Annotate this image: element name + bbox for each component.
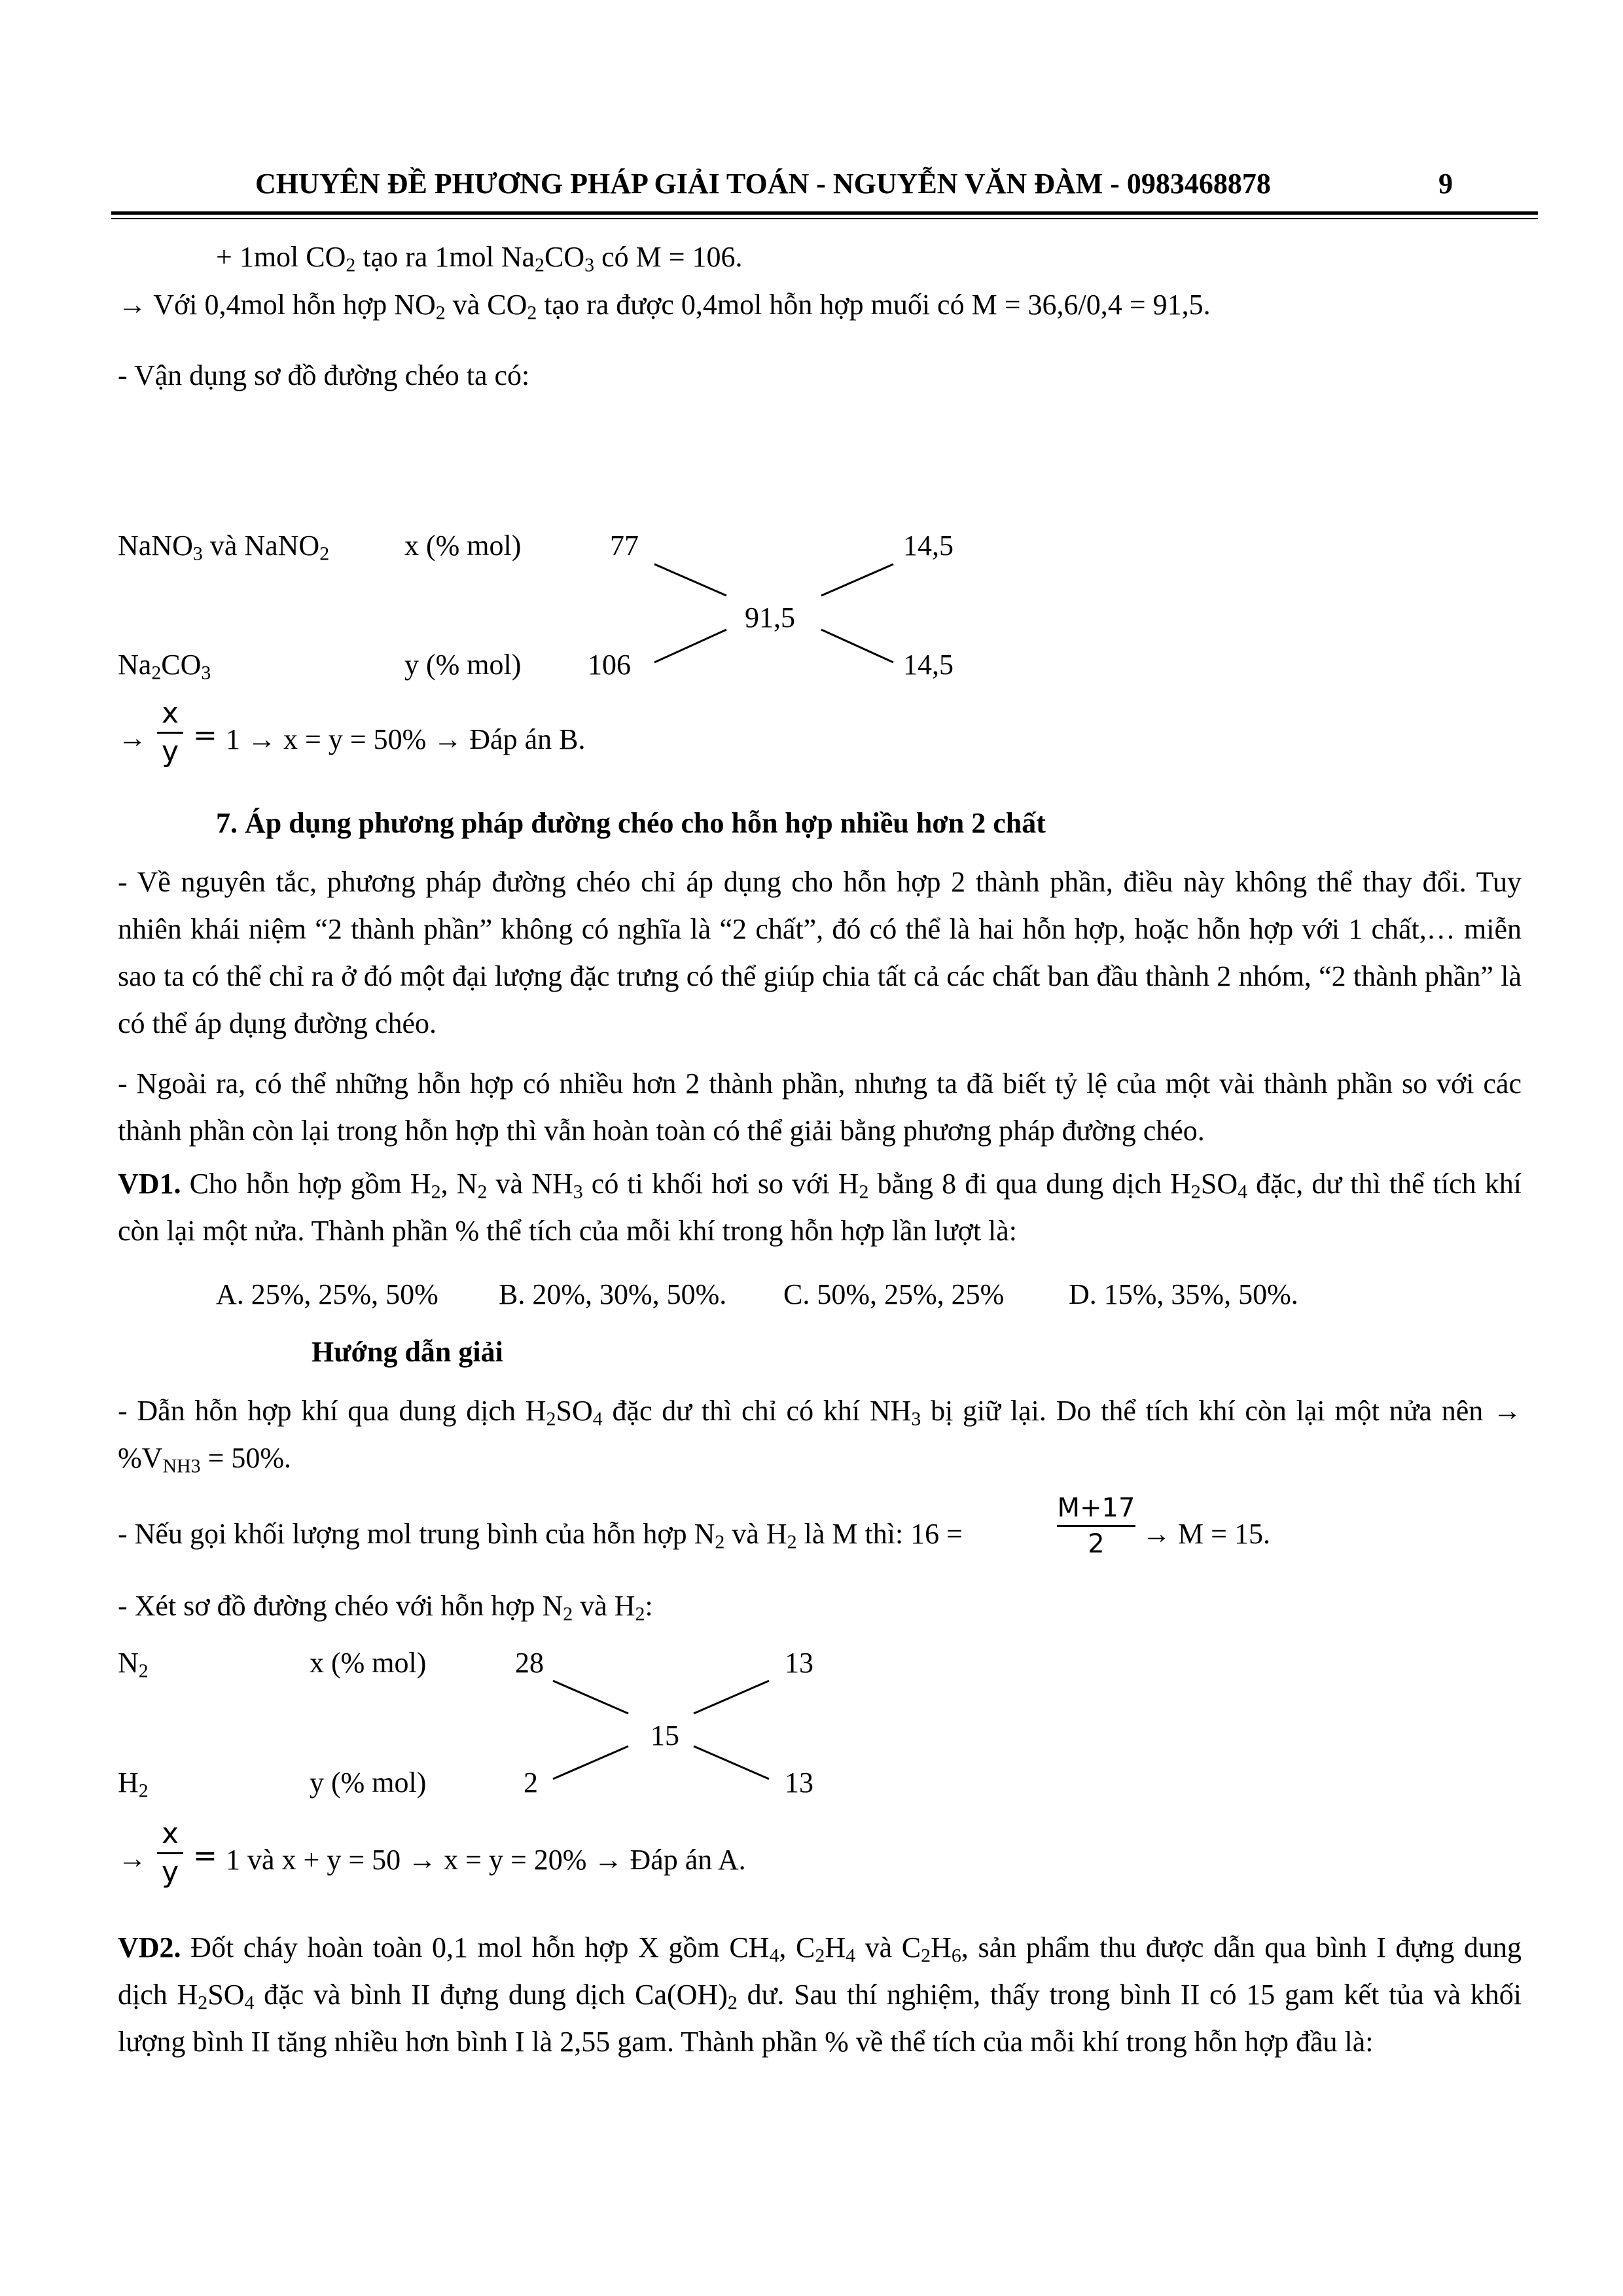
- result2-equals: =: [193, 1839, 217, 1873]
- diagram2-row1-diff: 13: [785, 1647, 813, 1679]
- diagram1-row1-compound: NaNO$_3$ và NaNO$_2$: [118, 529, 330, 565]
- vd1-option-b: B. 20%, 30%, 50%.: [499, 1278, 727, 1310]
- vd1-guide-2: - Nếu gọi khối lượng mol trung bình của hỗn hợp $N_2$ và $H_2$ là M thì: 16 =: [118, 1518, 963, 1553]
- result1-fraction: x y: [157, 698, 183, 768]
- result2-fraction: x y: [157, 1818, 183, 1889]
- vd1-option-c: C. 50%, 25%, 25%: [783, 1278, 1005, 1310]
- intro-line-1: + 1mol $CO_2$ tạo ra 1mol $Na_2CO_3$ có M = 106.: [216, 241, 743, 276]
- vd1-guide-2-result: → M = 15.: [1142, 1518, 1270, 1550]
- diagram1-row2-diff: 14,5: [903, 649, 954, 681]
- intro-line-2: → Với 0,4mol hỗn hợp $NO_2$ và $CO_2$ tạo ra được 0,4mol hỗn hợp muối có M = 36,6/0,4 = 91,5.: [118, 289, 1211, 324]
- diagram2-row2-compound: $H_2$: [118, 1767, 149, 1802]
- vd1-mean-fraction: M+17 2: [1057, 1493, 1135, 1559]
- header-title: CHUYÊN ĐỀ PHƯƠNG PHÁP GIẢI TOÁN - NGUYỄN VĂN ĐÀM - 0983468878: [255, 168, 1271, 200]
- result1-arrow: →: [118, 722, 147, 754]
- guide-heading: Hướng dẫn giải: [312, 1336, 503, 1368]
- diagram2-row2-var: y (% mol): [310, 1767, 427, 1799]
- vd1-question: VD1. Cho hỗn hợp gồm $H_2$, $N_2$ và $NH_3$ có ti khối hơi so với $H_2$ bằng 8 đi qua dung dịch $H_2SO_4$ đặc, dư thì thể tích khí còn lại một nửa. Thành phần % thể tích của mỗi khí trong hỗn hợp lần lượt là:: [118, 1168, 1522, 1247]
- intro-line-3: - Vận dụng sơ đồ đường chéo ta có:: [118, 359, 530, 391]
- vd1-option-a: A. 25%, 25%, 50%: [216, 1278, 438, 1310]
- result2-text: 1 và x + y = 50 → x = y = 20% → Đáp án A.: [226, 1844, 746, 1876]
- vd1-option-d: D. 15%, 35%, 50%.: [1069, 1278, 1298, 1310]
- result1-text: 1 → x = y = 50% → Đáp án B.: [226, 723, 586, 755]
- diagram2-row2-diff: 13: [785, 1767, 813, 1799]
- diagram2-row1-value: 28: [515, 1647, 544, 1679]
- vd2-question: VD2. Đốt cháy hoàn toàn 0,1 mol hỗn hợp X gồm $CH_4$, $C_2H_4$ và $C_2H_6$, sản phẩm thu được dẫn qua bình I đựng dung dịch $H_2SO_4$ đặc và bình II đựng dung dịch $Ca(OH)_2$ dư. Sau thí nghiệm, thấy trong bình II có 15 gam kết tủa và khối lượng bình II tăng nhiều hơn bình I là 2,55 gam. Thành phần % về thể tích của mỗi khí trong hỗn hợp đầu là:: [118, 1931, 1522, 2058]
- diagram2-mean: 15: [651, 1719, 679, 1751]
- page-number: 9: [1438, 168, 1453, 200]
- diagram1-row1-diff: 14,5: [903, 529, 954, 562]
- diagram1-row2-value: 106: [588, 649, 631, 681]
- diagram1-row1-var: x (% mol): [404, 529, 522, 562]
- vd1-guide-1: - Dẫn hỗn hợp khí qua dung dịch $H_2SO_4$ đặc dư thì chỉ có khí $NH_3$ bị giữ lại. Do thể tích khí còn lại một nửa nên → $\%V_{NH3} = 50\%$.: [118, 1395, 1522, 1477]
- diagram1-row2-compound: $Na_2CO_3$: [118, 649, 211, 684]
- section7-para-1: - Về nguyên tắc, phương pháp đường chéo chỉ áp dụng cho hỗn hợp 2 thành phần, điều này không thể thay đổi. Tuy nhiên khái niệm “2 thành phần” không có nghĩa là “2 chất”, đó có thể là hai hỗn hợp, hoặc hỗn hợp với 1 chất,… miễn sao ta có thể chỉ ra ở đó một đại lượng đặc trưng có thể giúp chia tất cả các chất ban đầu thành 2 nhóm, “2 thành phần” là có thể áp dụng đường chéo.: [118, 866, 1522, 1039]
- diagram1-row1-value: 77: [610, 529, 639, 562]
- section7-para-2: - Ngoài ra, có thể những hỗn hợp có nhiều hơn 2 thành phần, nhưng ta đã biết tỷ lệ của một vài thành phần so với các thành phần còn lại trong hỗn hợp thì vẫn hoàn toàn có thể giải bằng phương pháp đường chéo.: [118, 1067, 1522, 1147]
- diagram2-row2-value: 2: [524, 1767, 538, 1799]
- diagram1-row2-var: y (% mol): [404, 649, 522, 681]
- diagram1-mean: 91,5: [745, 601, 795, 634]
- diagram2-row1-compound: $N_2$: [118, 1647, 149, 1682]
- result1-equals: =: [193, 719, 217, 752]
- result2-arrow: →: [118, 1842, 147, 1874]
- section-heading: 7. Áp dụng phương pháp đường chéo cho hỗn hợp nhiều hơn 2 chất: [216, 807, 1046, 839]
- diagram2-row1-var: x (% mol): [310, 1647, 427, 1679]
- vd1-guide-3: - Xét sơ đồ đường chéo với hỗn hợp $N_2$ và $H_2$:: [118, 1590, 653, 1625]
